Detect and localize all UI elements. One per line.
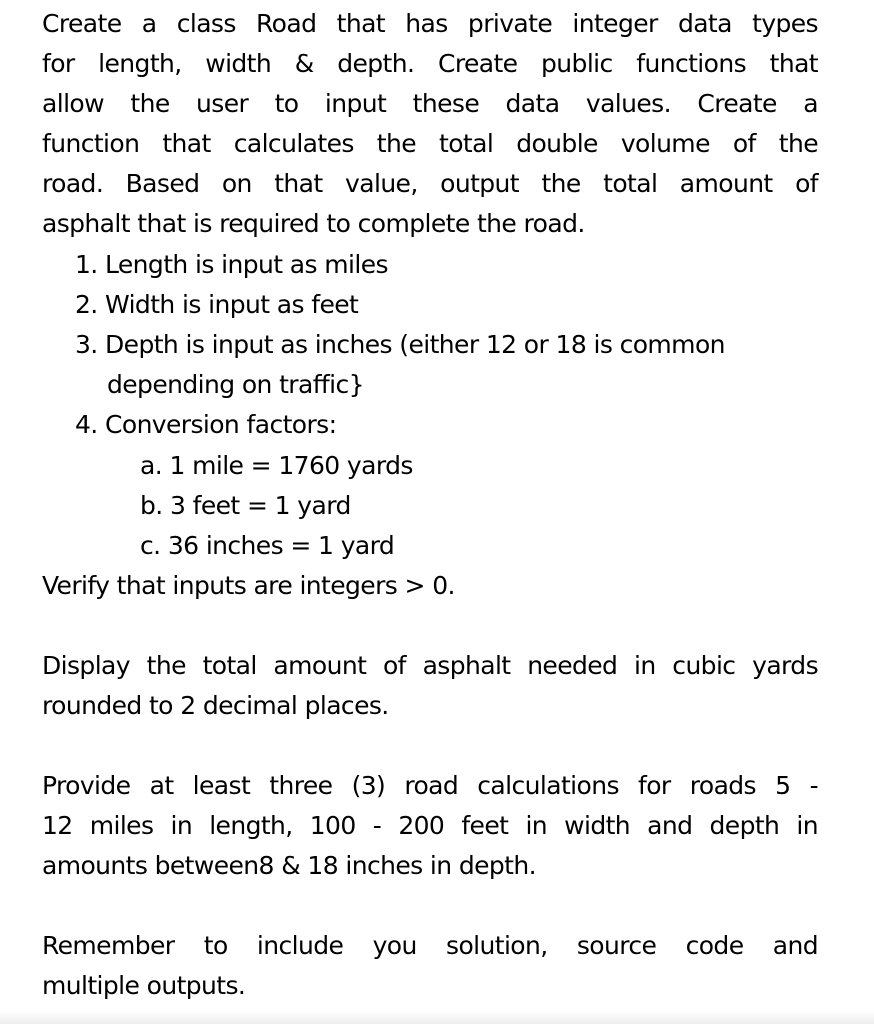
paragraph-line: 12 miles in length, 100 - 200 feet in width and depth in xyxy=(42,811,818,840)
paragraph-line: Remember to include you solution, source code and xyxy=(42,931,818,960)
list-item xyxy=(75,325,725,365)
list-marker: 3. xyxy=(75,330,98,359)
sub-list-marker: a. xyxy=(140,451,163,480)
bottom-edge-shadow xyxy=(0,1010,874,1024)
sub-list-text: 3 feet = 1 yard xyxy=(169,491,351,520)
paragraph-line: Provide at least three (3) road calculations for roads 5 - xyxy=(42,771,818,800)
intro-line: asphalt that is required to complete the road. xyxy=(42,209,585,238)
verify-line: Verify that inputs are integers > 0. xyxy=(42,571,455,600)
paragraph-line: amounts between8 & 18 inches in depth. xyxy=(42,851,536,880)
list-text: Width is input as feet xyxy=(105,290,359,319)
list-text: Conversion factors: xyxy=(105,410,337,439)
sub-list-marker: c. xyxy=(140,531,161,560)
intro-line: allow the user to input these data values. Create a xyxy=(42,89,818,118)
intro-line: road. Based on that value, output the total amount of xyxy=(42,169,818,198)
paragraph-line: rounded to 2 decimal places. xyxy=(42,691,389,720)
list-marker: 2. xyxy=(75,290,98,319)
sub-list-text: 36 inches = 1 yard xyxy=(167,531,395,560)
list-item xyxy=(75,285,358,325)
sub-list-marker: b. xyxy=(140,491,163,520)
list-item xyxy=(75,405,336,445)
list-marker: 4. xyxy=(75,410,98,439)
paragraph-line: multiple outputs. xyxy=(42,971,246,1000)
list-item xyxy=(75,245,388,285)
intro-line: for length, width & depth. Create public functions that xyxy=(42,49,818,78)
sub-list-item xyxy=(140,486,351,526)
list-item-continuation: depending on traffic} xyxy=(107,370,364,399)
list-marker: 1. xyxy=(75,250,98,279)
intro-line: function that calculates the total double volume of the xyxy=(42,129,818,158)
sub-list-item xyxy=(140,526,394,566)
intro-line: Create a class Road that has private integer data types xyxy=(42,9,818,38)
list-text: Depth is input as inches (either 12 or 18 is common xyxy=(105,330,725,359)
list-text: Length is input as miles xyxy=(105,250,388,279)
paragraph-line: Display the total amount of asphalt needed in cubic yards xyxy=(42,651,818,680)
sub-list-item xyxy=(140,446,413,486)
sub-list-text: 1 mile = 1760 yards xyxy=(169,451,413,480)
